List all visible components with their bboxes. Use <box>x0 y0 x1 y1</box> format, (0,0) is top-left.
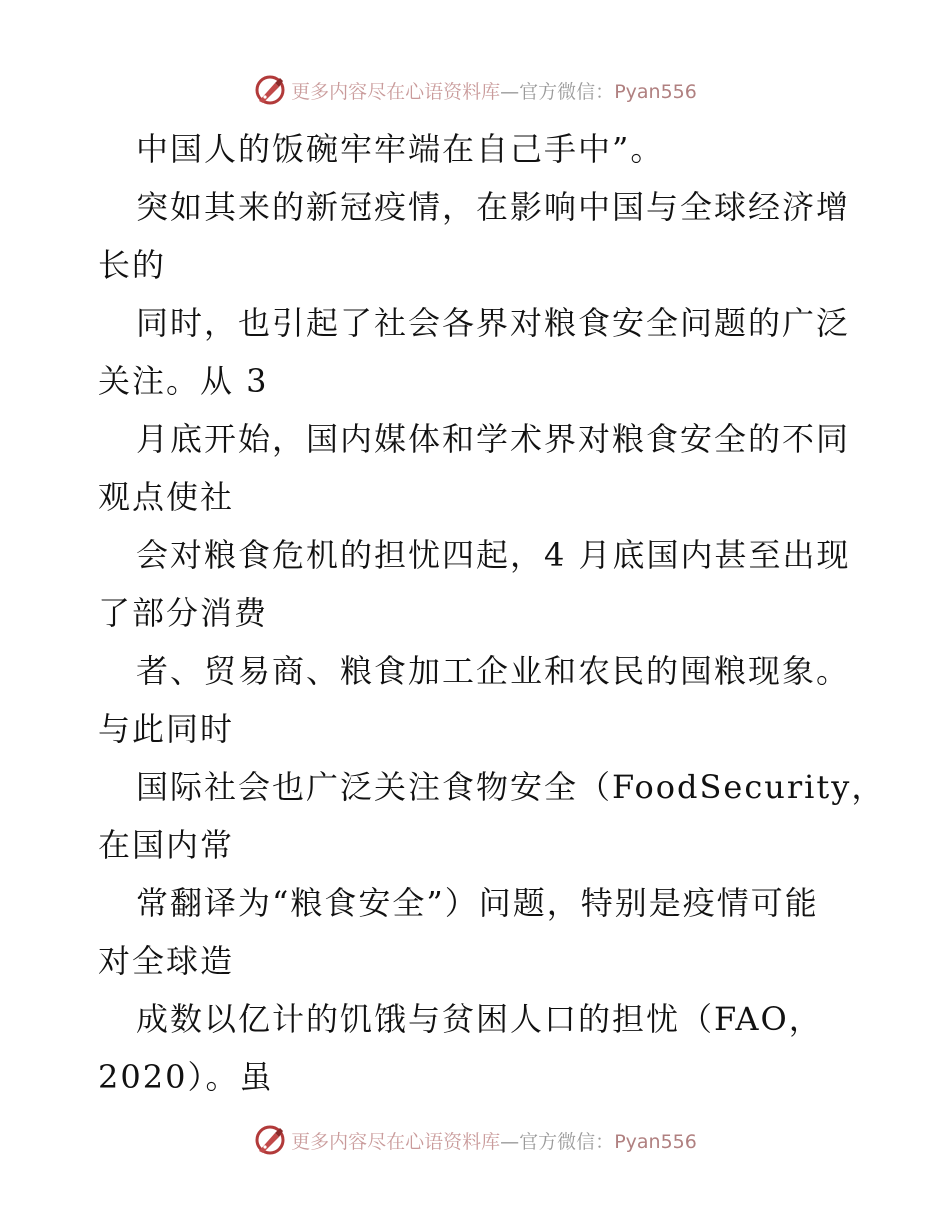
text-line: 成数以亿计的饥饿与贫困人口的担忧（FAO， <box>136 1000 823 1038</box>
watermark-wechat-label: 官方微信： <box>519 1130 615 1153</box>
text-line: 中国人的饭碗牢牢端在自己手中”。 <box>136 130 665 168</box>
text-line: 在国内常 <box>98 826 235 864</box>
text-line: 常翻译为“粮食安全”）问题，特别是疫情可能 <box>136 884 819 922</box>
text-line: 国际社会也广泛关注食物安全（FoodSecurity， <box>136 768 886 806</box>
text-line: 月底开始，国内媒体和学术界对粮食安全的不同 <box>136 420 851 458</box>
watermark-text <box>291 1127 697 1154</box>
text-line: 长的 <box>98 246 167 284</box>
watermark-wechat-id: Pyan556 <box>614 1130 697 1153</box>
text-line: 与此同时 <box>98 710 235 748</box>
text-line: 了部分消费 <box>98 594 269 632</box>
pen-logo-icon <box>253 1123 287 1157</box>
text-line: 会对粮食危机的担忧四起，4 月底国内甚至出现 <box>136 536 851 574</box>
pen-logo-icon <box>253 73 287 107</box>
document-body <box>98 120 886 1106</box>
header-watermark <box>0 70 950 110</box>
text-line: 观点使社 <box>98 478 235 516</box>
footer-watermark <box>0 1120 950 1160</box>
text-line: 2020）。虽 <box>98 1058 274 1096</box>
watermark-dash: — <box>500 1130 520 1153</box>
watermark-main: 更多内容尽在心语资料库 <box>291 80 501 103</box>
watermark-main: 更多内容尽在心语资料库 <box>291 1130 501 1153</box>
text-line: 同时，也引起了社会各界对粮食安全问题的广泛 <box>136 304 851 342</box>
text-line: 突如其来的新冠疫情，在影响中国与全球经济增 <box>136 188 851 226</box>
watermark-wechat-label: 官方微信： <box>519 80 615 103</box>
watermark-wechat-id: Pyan556 <box>614 80 697 103</box>
text-line: 关注。从 3 <box>98 362 269 400</box>
text-line: 者、贸易商、粮食加工企业和农民的囤粮现象。 <box>136 652 851 690</box>
watermark-dash: — <box>500 80 520 103</box>
text-line: 对全球造 <box>98 942 235 980</box>
watermark-text <box>291 77 697 104</box>
